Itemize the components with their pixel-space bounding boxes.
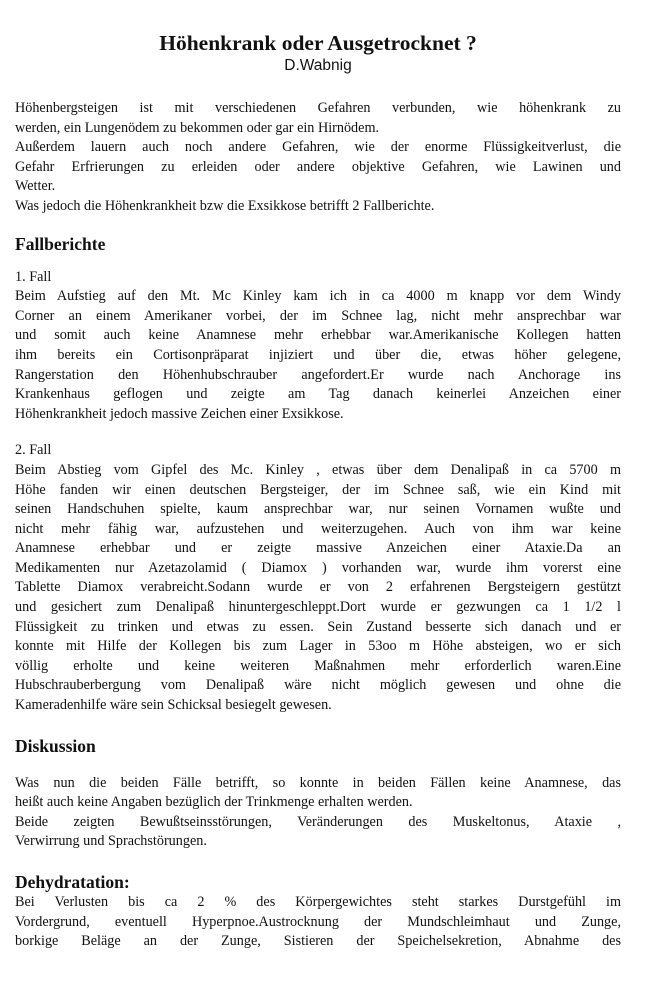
text-line: heißt auch keine Angaben bezüglich der Trinkmenge erhalten werden.: [15, 794, 413, 811]
document-author: D.Wabnig: [284, 57, 352, 74]
text-line: Was nun die beiden Fälle betrifft, so konnte in beiden Fällen keine Anamnese, das: [15, 774, 621, 791]
text-line: werden, ein Lungenödem zu bekommen oder gar ein Hirnödem.: [15, 119, 380, 136]
text-line: völlig erholte und keine weiteren Maßnahmen mehr erforderlich waren.Eine: [15, 657, 621, 674]
text-line: borkige Beläge an der Zunge, Sistieren der Speichelsekretion, Abnahme des: [15, 933, 621, 950]
text-line: Vordergrund, eventuell Hyperpnoe.Austrocknung der Mundschleimhaut und Zunge,: [15, 913, 621, 930]
case-heading: 1. Fall: [15, 268, 52, 285]
text-line: Kameradenhilfe wäre sein Schicksal besiegelt gewesen.: [15, 697, 332, 714]
case-report-1: [15, 268, 621, 425]
text-line: Hubschrauberbergung vom Denalipaß wäre nicht möglich gewesen und ohne die: [15, 677, 621, 694]
text-line: seinen Handschuhen spielte, kaum ansprechbar war, nur seinen Vornamen wußte und: [15, 501, 621, 518]
text-line: Beim Aufstieg auf den Mt. Mc Kinley kam ich in ca 4000 m knapp vor dem Windy: [15, 288, 621, 305]
text-line: Rangerstation den Höhenhubschrauber angefordert.Er wurde nach Anchorage ins: [15, 366, 621, 383]
text-line: Beide zeigten Bewußtseinsstörungen, Veränderungen des Muskeltonus, Ataxie ,: [15, 813, 621, 830]
text-line: Tablette Diamox verabreicht.Sodann wurde er von 2 erfahrenen Bergsteigern gestützt: [15, 579, 621, 596]
section-heading-dehydratation: Dehydratation:: [15, 872, 130, 892]
text-line: und somit auch keine Anamnese mehr erhebbar war.Amerikanische Kollegen hatten: [15, 327, 621, 344]
text-line: Krankenhaus geflogen und zeigte am Tag danach keinerlei Anzeichen einer: [15, 386, 621, 403]
text-line: nicht mehr fähig war, aufzustehen und weiterzugehen. Auch von ihm war keine: [15, 520, 621, 537]
section-heading-diskussion: Diskussion: [15, 735, 96, 756]
text-line: Was jedoch die Höhenkrankheit bzw die Exsikkose betrifft 2 Fallberichte.: [15, 197, 435, 214]
dehydration-paragraph: [15, 893, 621, 952]
text-line: Bei Verlusten bis ca 2 % des Körpergewichtes steht starkes Durstgefühl im: [15, 894, 621, 910]
discussion-paragraph: [15, 774, 621, 852]
text-line: Beim Abstieg vom Gipfel des Mc. Kinley , etwas über dem Denalipaß in ca 5700 m: [15, 461, 621, 478]
text-line: Anamnese erhebbar und er zeigte massive Anzeichen einer Ataxie.Da an: [15, 540, 621, 557]
intro-paragraph: [15, 99, 621, 217]
section-heading-fallberichte: Fallberichte: [15, 233, 106, 254]
text-line: Medikamenten nur Azetazolamid ( Diamox ) vorhanden war, wurde ihm vorerst eine: [15, 559, 621, 576]
document-title: Höhenkrank oder Ausgetrocknet ?: [159, 31, 477, 55]
text-line: Verwirrung und Sprachstörungen.: [15, 833, 207, 850]
document-page: [15, 30, 621, 952]
text-line: Flüssigkeit zu trinken und etwas zu essen. Sein Zustand besserte sich danach und er: [15, 618, 621, 635]
text-line: Höhenbergsteigen ist mit verschiedenen Gefahren verbunden, wie höhenkrank zu: [15, 100, 621, 116]
case-report-2: [15, 441, 621, 715]
text-line: Corner an einem Amerikaner vorbei, der im Schnee lag, nicht mehr ansprechbar war: [15, 307, 621, 324]
text-line: und gesichert zum Denalipaß hinuntergeschleppt.Dort wurde er gezwungen ca 1 1/2 l: [15, 599, 621, 616]
text-line: Höhenkrankheit jedoch massive Zeichen einer Exsikkose.: [15, 405, 344, 422]
text-line: konnte mit Hilfe der Kollegen bis zum Lager in 53oo m Höhe absteigen, wo er sich: [15, 638, 621, 655]
text-line: ihm bereits ein Cortisonpräparat injiziert und über die, etwas höher gelegene,: [15, 346, 621, 363]
text-line: Gefahr Erfrierungen zu erleiden oder andere objektive Gefahren, wie Lawinen und: [15, 158, 621, 175]
case-heading: 2. Fall: [15, 442, 52, 459]
text-line: Wetter.: [15, 178, 56, 195]
text-line: Außerdem lauern auch noch andere Gefahren, wie der enorme Flüssigkeitverlust, die: [15, 139, 621, 156]
text-line: Höhe fanden wir einen deutschen Bergsteiger, der im Schnee saß, wie ein Kind mit: [15, 481, 621, 498]
